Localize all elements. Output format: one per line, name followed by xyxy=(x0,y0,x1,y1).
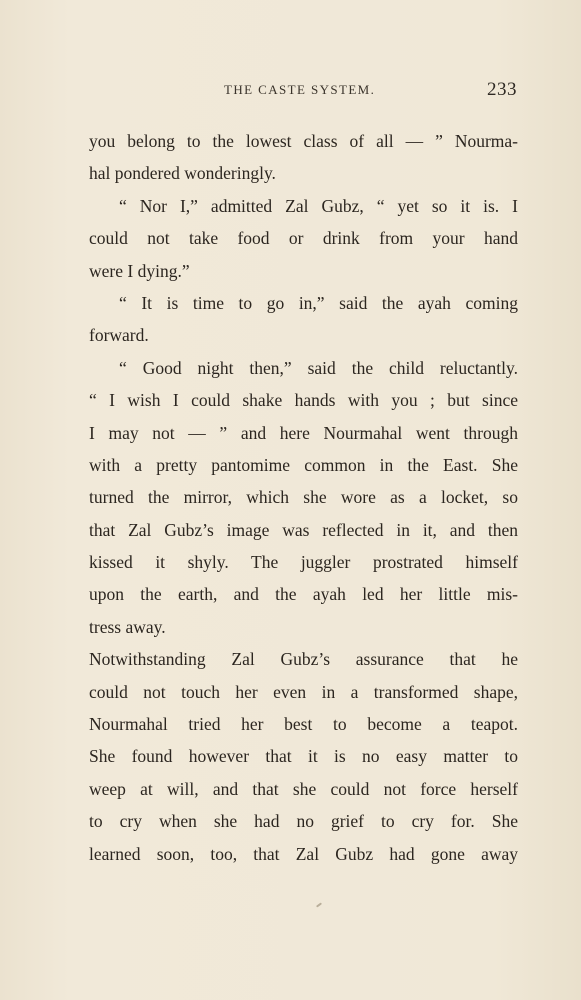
text-line: Notwithstanding Zal Gubz’s assurance that he xyxy=(89,649,518,670)
text-line: hal pondered wonderingly. xyxy=(89,163,276,184)
text-line: upon the earth, and the ayah led her little mis- xyxy=(89,584,518,605)
text-line: could not touch her even in a transformed shape, xyxy=(89,681,518,702)
running-title: THE CASTE SYSTEM. xyxy=(224,82,376,97)
text-line: turned the mirror, which she wore as a locket, so xyxy=(89,487,518,508)
text-line: could not take food or drink from your hand xyxy=(89,228,518,249)
text-line: kissed it shyly. The juggler prostrated himself xyxy=(89,552,518,573)
text-line: with a pretty pantomime common in the East. She xyxy=(89,454,518,475)
running-head xyxy=(0,79,581,103)
text-line: “ I wish I could shake hands with you ; but since xyxy=(89,390,518,411)
paper-speck xyxy=(316,902,322,907)
text-line: learned soon, too, that Zal Gubz had gone away xyxy=(89,843,518,864)
page-number: 233 xyxy=(487,79,517,100)
text-line: “ Nor I,” admitted Zal Gubz, “ yet so it is. I xyxy=(119,195,518,216)
text-line: were I dying.” xyxy=(89,260,190,281)
text-line: “ Good night then,” said the child reluctantly. xyxy=(119,357,518,378)
text-line: weep at will, and that she could not force herself xyxy=(89,778,518,799)
text-line: tress away. xyxy=(89,616,166,637)
text-line: that Zal Gubz’s image was reflected in it, and then xyxy=(89,519,518,540)
text-line: to cry when she had no grief to cry for. She xyxy=(89,811,518,832)
text-line: She found however that it is no easy matter to xyxy=(89,746,518,767)
text-line: forward. xyxy=(89,325,149,346)
text-line: “ It is time to go in,” said the ayah coming xyxy=(119,292,518,313)
text-line: I may not — ” and here Nourmahal went through xyxy=(89,422,518,443)
text-line: you belong to the lowest class of all — ” Nourma- xyxy=(89,131,518,151)
body-text xyxy=(89,125,518,870)
text-line: Nourmahal tried her best to become a teapot. xyxy=(89,714,518,735)
